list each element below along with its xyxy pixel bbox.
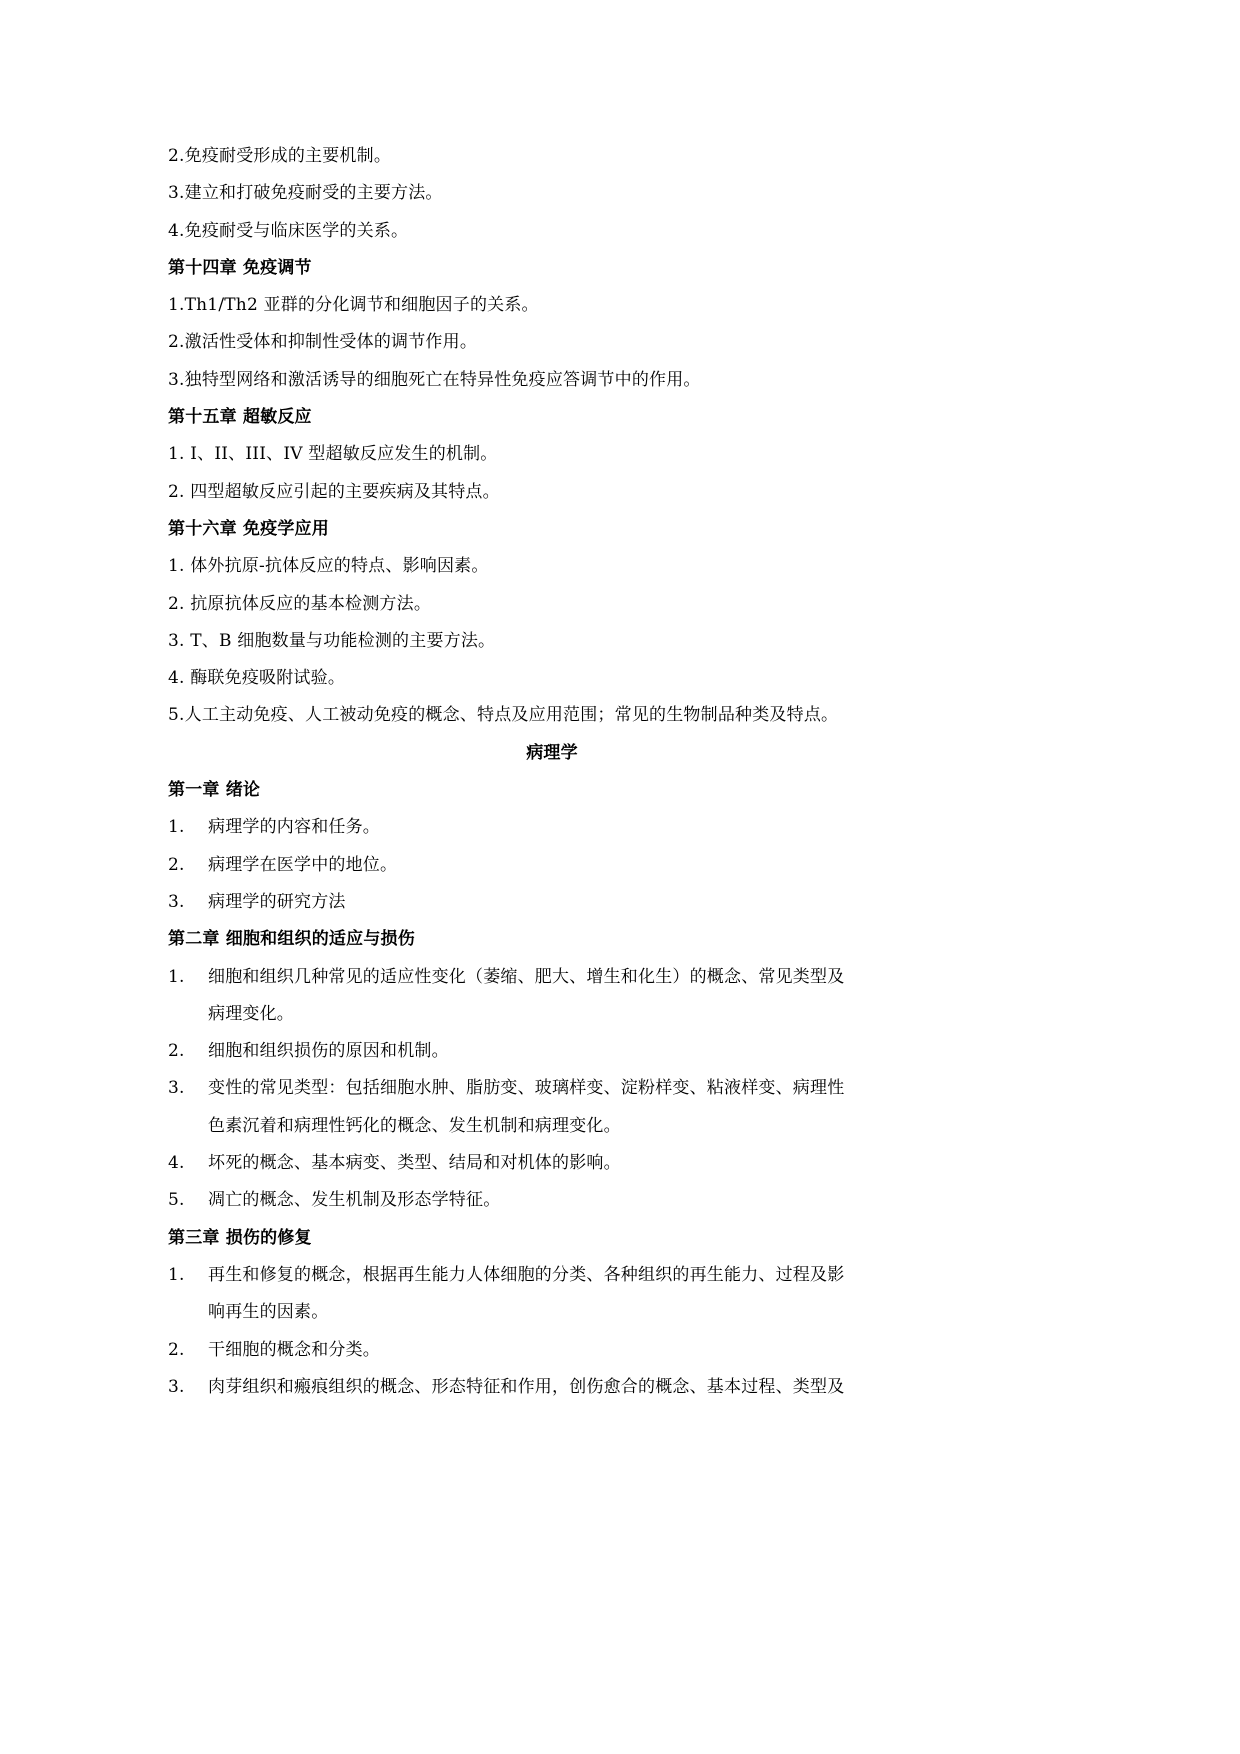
list-item: 5.人工主动免疫、人工被动免疫的概念、特点及应用范围；常见的生物制品种类及特点。 — [168, 705, 839, 726]
item-continuation: 响再生的因素。 — [208, 1302, 329, 1323]
list-item — [168, 1257, 948, 1294]
list-item: 4.免疫耐受与临床医学的关系。 — [168, 220, 409, 241]
list-item: 3.建立和打破免疫耐受的主要方法。 — [168, 183, 443, 204]
list-item — [168, 1033, 948, 1070]
item-text: 变性的常见类型：包括细胞水肿、脂肪变、玻璃样变、淀粉样变、粘液样变、病理性 — [208, 1078, 845, 1099]
chapter-heading: 第十四章 免疫调节 — [168, 257, 312, 278]
chapter-heading: 第十五章 超敏反应 — [168, 407, 312, 428]
item-continuation: 色素沉着和病理性钙化的概念、发生机制和病理变化。 — [208, 1115, 621, 1136]
list-item — [168, 1182, 948, 1219]
chapter-heading: 第十六章 免疫学应用 — [168, 518, 329, 539]
list-item — [168, 1369, 948, 1406]
list-item — [168, 847, 948, 884]
item-text: 再生和修复的概念，根据再生能力人体细胞的分类、各种组织的再生能力、过程及影 — [208, 1264, 845, 1285]
item-number: 2. — [168, 854, 185, 875]
list-item: 2.激活性受体和抑制性受体的调节作用。 — [168, 332, 478, 353]
item-number: 3. — [168, 1376, 185, 1397]
item-number: 1. — [168, 817, 185, 838]
list-item: 1. 体外抗原-抗体反应的特点、影响因素。 — [168, 556, 489, 577]
item-number: 3. — [168, 1078, 185, 1099]
item-text: 病理学在医学中的地位。 — [208, 854, 398, 875]
document-page — [168, 138, 948, 1406]
item-number: 4. — [168, 1153, 185, 1174]
list-item: 4. 酶联免疫吸附试验。 — [168, 668, 346, 689]
list-item: 1.Th1/Th2 亚群的分化调节和细胞因子的关系。 — [168, 295, 539, 316]
list-item — [168, 1070, 948, 1107]
section-title: 病理学 — [526, 742, 578, 763]
item-number: 2. — [168, 1041, 185, 1062]
list-item: 2.免疫耐受形成的主要机制。 — [168, 146, 392, 166]
list-item — [168, 809, 948, 846]
item-number: 1. — [168, 1264, 185, 1285]
item-text: 病理学的研究方法 — [208, 891, 346, 912]
list-item: 1. I、II、III、IV 型超敏反应发生的机制。 — [168, 444, 498, 465]
item-text: 病理学的内容和任务。 — [208, 817, 380, 838]
item-text: 细胞和组织损伤的原因和机制。 — [208, 1041, 449, 1062]
item-text: 肉芽组织和瘢痕组织的概念、形态特征和作用，创伤愈合的概念、基本过程、类型及 — [208, 1376, 845, 1397]
list-item: 3. T、B 细胞数量与功能检测的主要方法。 — [168, 630, 496, 651]
item-text: 凋亡的概念、发生机制及形态学特征。 — [208, 1190, 501, 1211]
item-number: 5. — [168, 1190, 185, 1211]
list-item — [168, 959, 948, 996]
item-continuation: 病理变化。 — [208, 1003, 294, 1024]
list-item — [168, 1332, 948, 1369]
item-text: 干细胞的概念和分类。 — [208, 1339, 380, 1360]
item-number: 1. — [168, 966, 185, 987]
item-text: 坏死的概念、基本病变、类型、结局和对机体的影响。 — [208, 1153, 621, 1174]
list-item — [168, 1145, 948, 1182]
list-item: 3.独特型网络和激活诱导的细胞死亡在特异性免疫应答调节中的作用。 — [168, 369, 701, 390]
list-item: 2. 四型超敏反应引起的主要疾病及其特点。 — [168, 481, 500, 502]
item-number: 3. — [168, 891, 185, 912]
list-item: 2. 抗原抗体反应的基本检测方法。 — [168, 593, 432, 614]
item-text: 细胞和组织几种常见的适应性变化（萎缩、肥大、增生和化生）的概念、常见类型及 — [208, 966, 845, 987]
chapter-heading: 第二章 细胞和组织的适应与损伤 — [168, 929, 415, 950]
item-number: 2. — [168, 1339, 185, 1360]
chapter-heading: 第三章 损伤的修复 — [168, 1227, 312, 1248]
chapter-heading: 第一章 绪论 — [168, 780, 261, 801]
list-item — [168, 884, 948, 921]
